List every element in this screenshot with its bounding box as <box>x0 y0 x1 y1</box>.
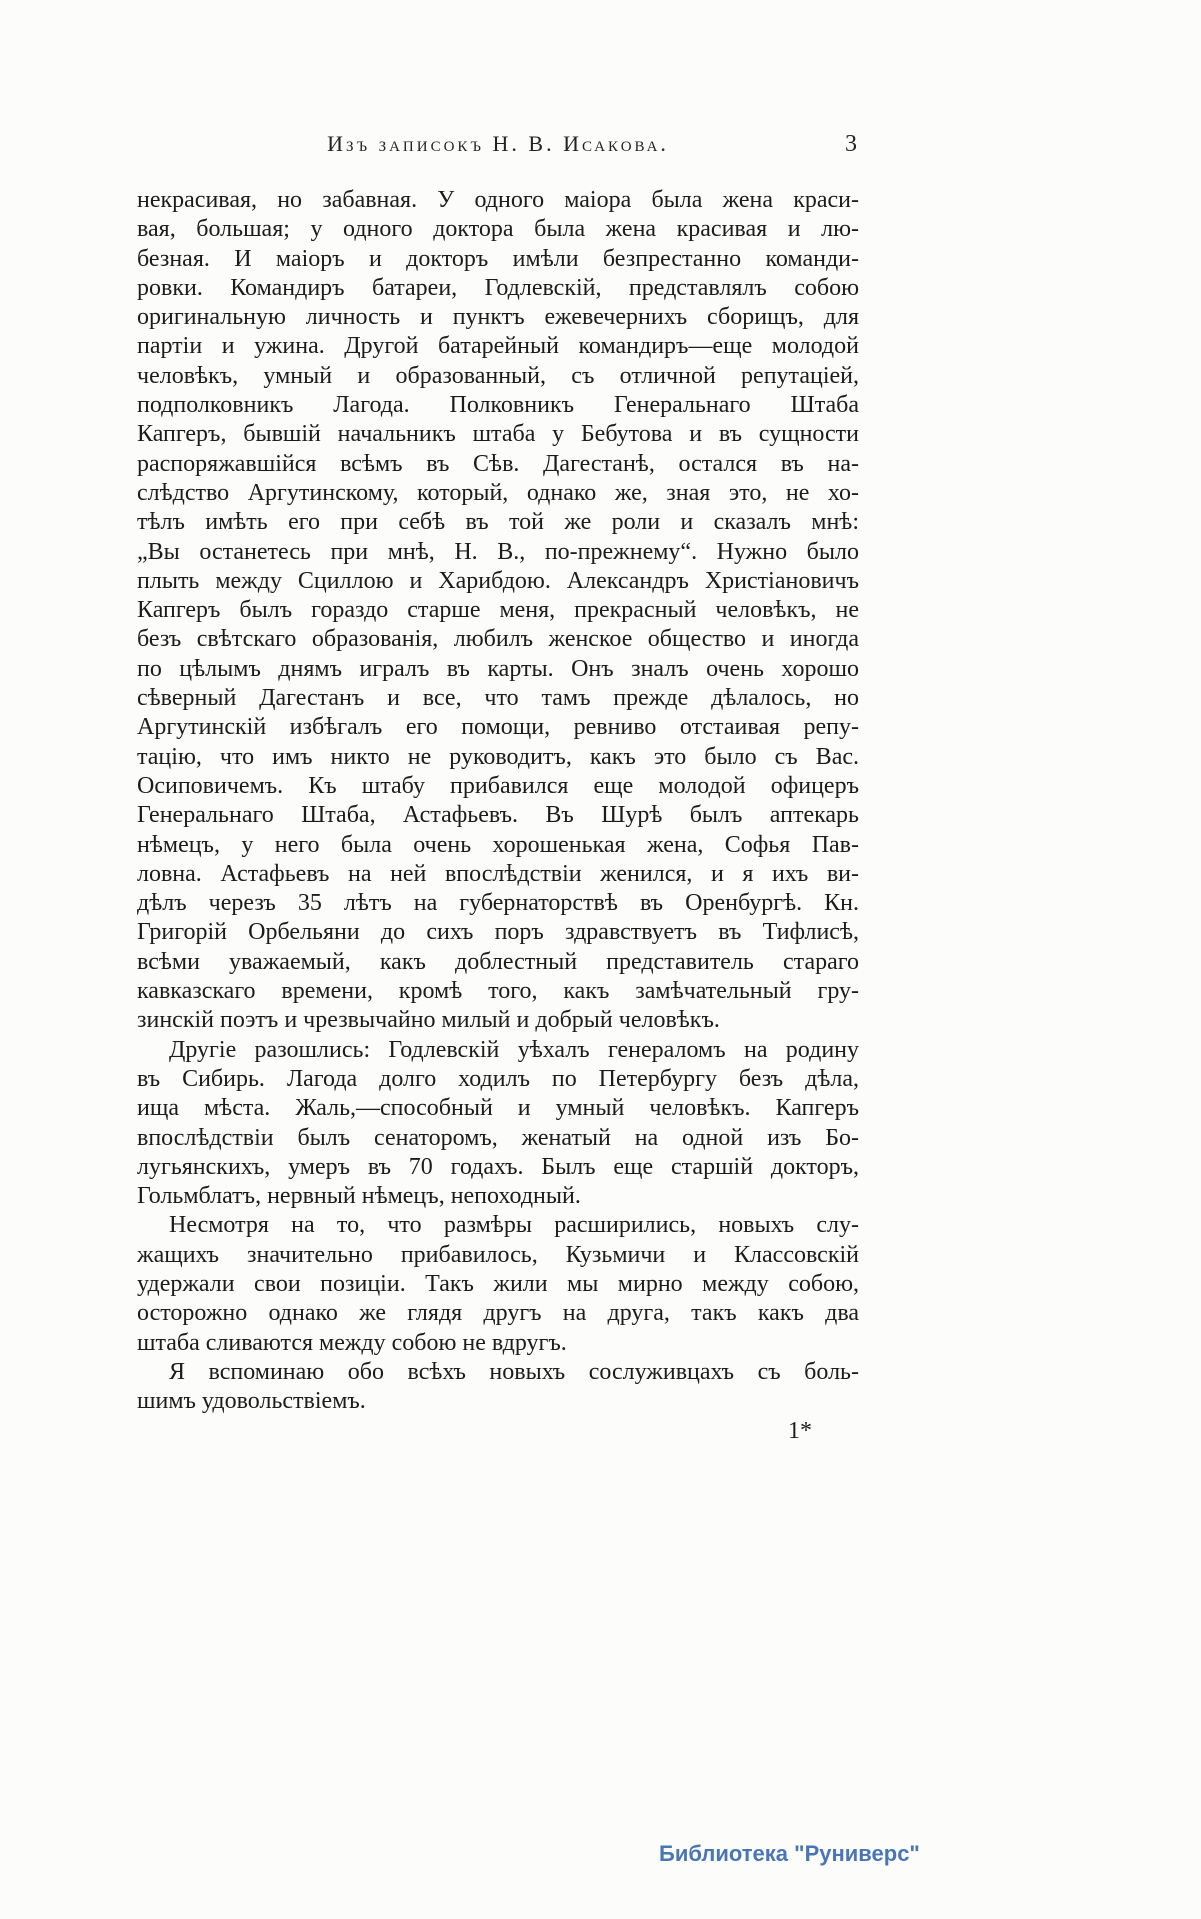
text-line: безъ свѣтскаго образованія, любилъ женское общество и иногда <box>137 626 859 653</box>
text-line: лугьянскихъ, умеръ въ 70 годахъ. Былъ еще старшій докторъ, <box>137 1153 859 1180</box>
text-line: плыть между Сциллою и Харибдою. Александръ Христіановичъ <box>137 567 859 594</box>
text-line: Я вспоминаю обо всѣхъ новыхъ сослуживцахъ съ боль- <box>169 1358 859 1385</box>
library-watermark: Библиотека "Руниверс" <box>659 1841 920 1866</box>
paragraph <box>137 1211 859 1357</box>
page-header-title: Изъ записокъ Н. В. Исакова. <box>327 131 669 156</box>
text-line: слѣдство Аргутинскому, который, однако же, зная это, не хо- <box>137 479 859 506</box>
page-header <box>137 131 859 163</box>
paragraph <box>137 1358 859 1417</box>
text-line: въ Сибирь. Лагода долго ходилъ по Петербургу безъ дѣла, <box>137 1065 859 1092</box>
text-line: „Вы останетесь при мнѣ, Н. В., по-прежнему“. Нужно было <box>137 538 859 565</box>
text-line: некрасивая, но забавная. У одного маіора была жена краси- <box>137 187 859 213</box>
text-line: ловна. Астафьевъ на ней впослѣдствіи женился, и я ихъ ви- <box>137 860 859 887</box>
text-line: тѣлъ имѣть его при себѣ въ той же роли и сказалъ мнѣ: <box>137 509 859 536</box>
text-line: Гольмблатъ, нервный нѣмецъ, непоходный. <box>137 1183 581 1210</box>
text-line: оригинальную личность и пунктъ ежевечернихъ сборищъ, для <box>137 304 859 331</box>
text-line: Капгеръ былъ гораздо старше меня, прекрасный человѣкъ, не <box>137 597 859 624</box>
text-line: осторожно однако же глядя другъ на друга, такъ какъ два <box>137 1300 859 1327</box>
text-line: дѣлъ черезъ 35 лѣтъ на губернаторствѣ въ Оренбургѣ. Кн. <box>137 890 859 917</box>
text-line: шимъ удовольствіемъ. <box>137 1388 366 1415</box>
text-line: впослѣдствіи былъ сенаторомъ, женатый на одной изъ Бо- <box>137 1124 859 1151</box>
text-line: тацію, что имъ никто не руководитъ, какъ это было съ Вас. <box>137 743 859 770</box>
text-line: всѣми уважаемый, какъ доблестный представитель стараго <box>137 948 859 975</box>
text-line: партіи и ужина. Другой батарейный командиръ—еще молодой <box>137 333 859 360</box>
text-line: Капгеръ, бывшій начальникъ штаба у Бебутова и въ сущности <box>137 421 859 448</box>
text-line: человѣкъ, умный и образованный, съ отличной репутаціей, <box>137 362 859 389</box>
text-line: нѣмецъ, у него была очень хорошенькая жена, Софья Пав- <box>137 831 859 858</box>
paragraph <box>137 1036 859 1212</box>
signature-mark: 1* <box>788 1418 812 1444</box>
text-line: Аргутинскій избѣгалъ его помощи, ревниво отстаивая репу- <box>137 714 859 741</box>
text-line: зинскій поэтъ и чрезвычайно милый и добрый человѣкъ. <box>137 1007 720 1034</box>
text-line: подполковникъ Лагода. Полковникъ Генеральнаго Штаба <box>137 392 859 419</box>
text-line: по цѣлымъ днямъ игралъ въ карты. Онъ зналъ очень хорошо <box>137 655 859 682</box>
text-line: Осиповичемъ. Къ штабу прибавился еще молодой офицеръ <box>137 772 859 799</box>
text-line: распоряжавшійся всѣмъ въ Сѣв. Дагестанѣ, остался въ на- <box>137 450 859 477</box>
text-line: Несмотря на то, что размѣры расширились, новыхъ слу- <box>169 1212 859 1239</box>
text-line: Генеральнаго Штаба, Астафьевъ. Въ Шурѣ былъ аптекарь <box>137 802 859 829</box>
text-line: ища мѣста. Жаль,—способный и умный человѣкъ. Капгеръ <box>137 1095 859 1122</box>
text-block <box>137 186 859 1416</box>
text-line: удержали свои позиціи. Такъ жили мы мирно между собою, <box>137 1270 859 1297</box>
text-line: штаба сливаются между собою не вдругъ. <box>137 1329 567 1356</box>
text-line: Григорій Орбельяни до сихъ поръ здравствуетъ въ Тифлисѣ, <box>137 919 859 946</box>
text-line: сѣверный Дагестанъ и все, что тамъ прежде дѣлалось, но <box>137 685 859 712</box>
text-line: ровки. Командиръ батареи, Годлевскій, представлялъ собою <box>137 274 859 301</box>
text-line: Другіе разошлись: Годлевскій уѣхалъ генераломъ на родину <box>169 1036 859 1063</box>
text-line: вая, большая; у одного доктора была жена красивая и лю- <box>137 216 859 243</box>
text-line: безная. И маіоръ и докторъ имѣли безпрестанно команди- <box>137 245 859 272</box>
text-line: кавказскаго времени, кромѣ того, какъ замѣчательный гру- <box>137 978 859 1005</box>
text-line: жащихъ значительно прибавилось, Кузьмичи и Классовскій <box>137 1241 859 1268</box>
page-number: 3 <box>845 131 857 157</box>
paragraph <box>137 186 859 1036</box>
